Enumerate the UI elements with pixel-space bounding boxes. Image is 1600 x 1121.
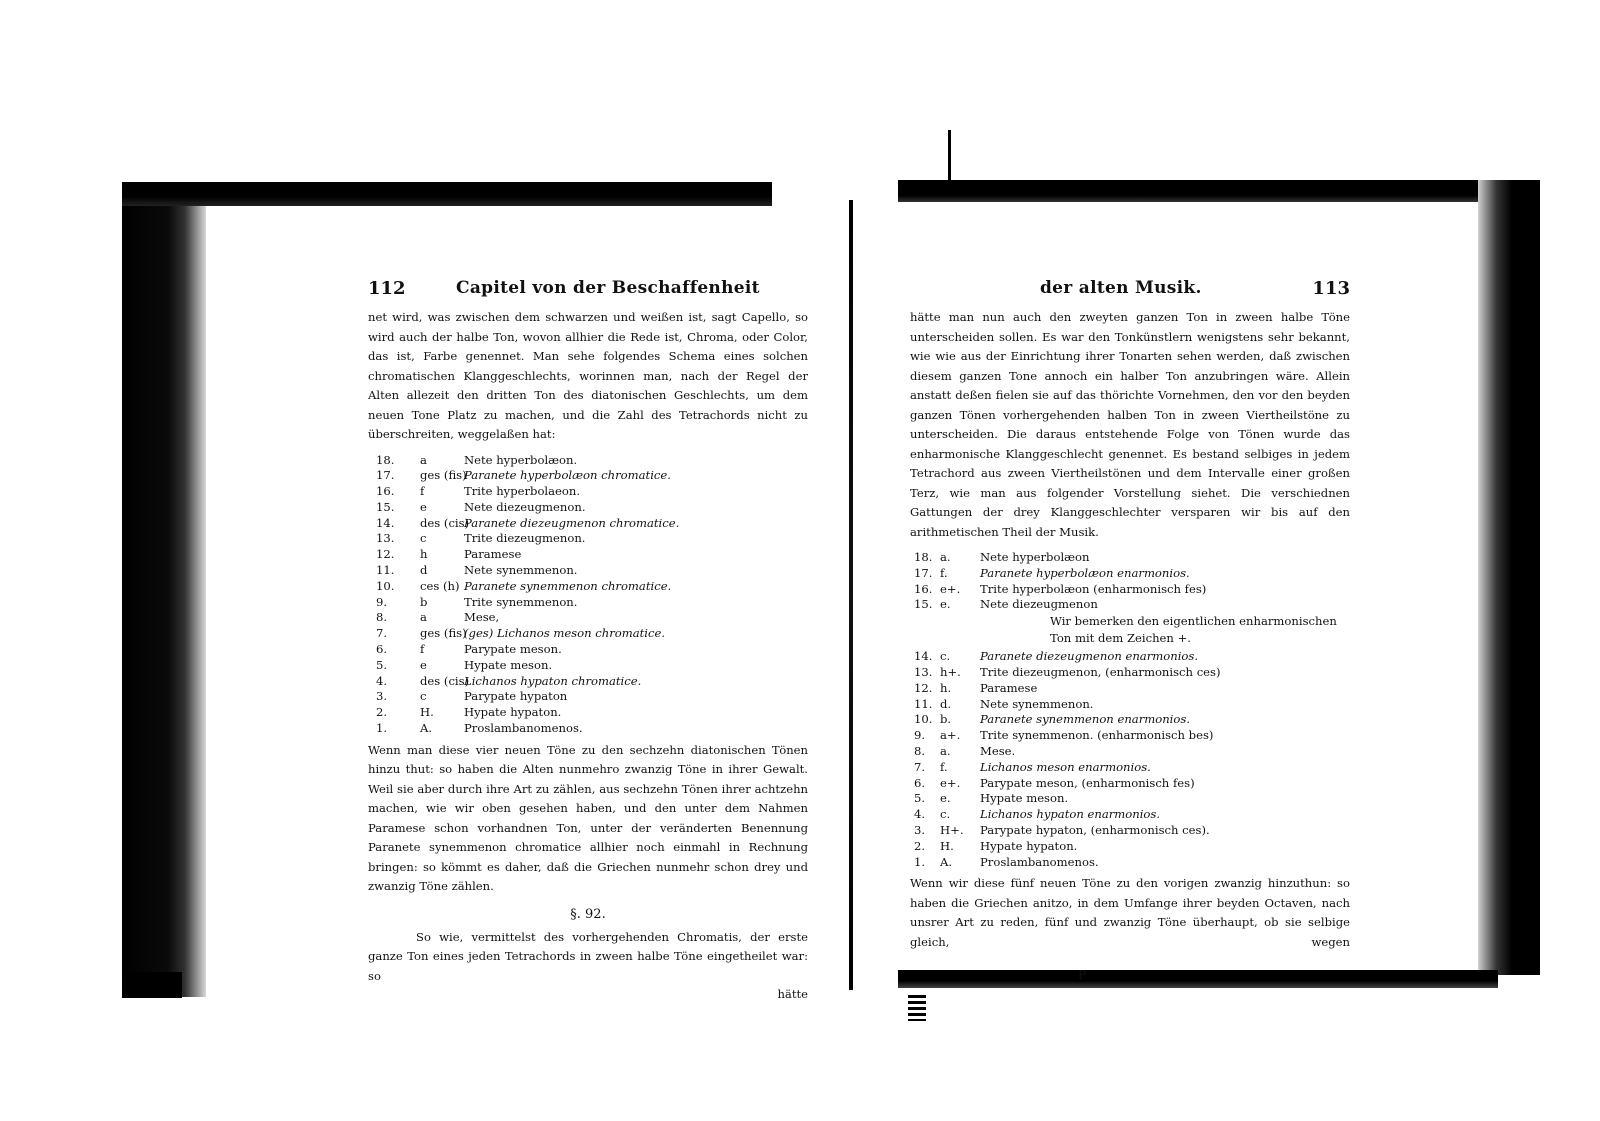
schema-row bbox=[368, 547, 808, 563]
schema-tone-name: Parypate hypaton, (enharmonisch ces). bbox=[980, 822, 1210, 837]
schema-note: a bbox=[420, 452, 427, 467]
schema-row bbox=[910, 681, 1350, 697]
schema-note: e+. bbox=[940, 775, 961, 790]
schema-number: 5. bbox=[914, 791, 926, 806]
schema-note: a. bbox=[940, 550, 951, 564]
schema-row bbox=[368, 453, 808, 469]
schema-note: e. bbox=[940, 597, 951, 612]
schema-number: 2. bbox=[376, 705, 388, 720]
schema-note: e+. bbox=[940, 581, 961, 596]
schema-note: c bbox=[420, 531, 427, 546]
schema-note: h. bbox=[940, 680, 952, 695]
schema-tone-name: Proslambanomenos. bbox=[464, 721, 583, 736]
schema-number: 12. bbox=[376, 547, 395, 562]
running-head bbox=[910, 278, 1350, 308]
catchword: hätte bbox=[777, 987, 808, 1002]
schema-row bbox=[368, 468, 808, 484]
schema-note: e. bbox=[940, 791, 951, 806]
schema-note: ges (fis) bbox=[420, 468, 467, 483]
schema-row bbox=[910, 728, 1350, 744]
schema-note: A. bbox=[420, 721, 433, 736]
schema-row bbox=[910, 807, 1350, 823]
schema-number: 3. bbox=[376, 689, 388, 704]
schema-tone-name: Parypate meson. bbox=[464, 642, 562, 657]
schema-tone-name: Lichanos hypaton chromatice. bbox=[464, 673, 642, 688]
schema-number: 17. bbox=[376, 468, 395, 483]
schema-row bbox=[910, 697, 1350, 713]
schema-tone-name: Hypate meson. bbox=[464, 657, 553, 672]
schema-tone-name: Nete hyperbolæon bbox=[980, 550, 1090, 564]
schema-number: 18. bbox=[914, 550, 933, 564]
schema-note: des (cis) bbox=[420, 515, 470, 530]
schema-number: 6. bbox=[376, 642, 388, 657]
book-edge-right-top bbox=[898, 180, 1538, 202]
schema-number: 8. bbox=[914, 743, 926, 758]
schema-note: H+. bbox=[940, 822, 964, 837]
schema-note: f. bbox=[940, 565, 948, 580]
after-schema-paragraph: Wenn wir diese fünf neuen Töne zu den vorigen zwanzig hinzuthun: so haben die Griechen anitzo, in dem Umfange ihrer beyden Octaven, nach unsrer Art zu reden, fünf und zwanzig Töne überhaupt, ob sie selbige gleich, bbox=[910, 876, 1350, 949]
schema-note: a+. bbox=[940, 728, 961, 743]
schema-number: 11. bbox=[376, 563, 395, 578]
schema-number: 10. bbox=[376, 578, 395, 593]
schema-row bbox=[910, 791, 1350, 807]
schema-note: a. bbox=[940, 743, 951, 758]
chromatic-schema bbox=[368, 453, 808, 737]
schema-tone-name: Trite hyperbolaeon. bbox=[464, 484, 581, 499]
schema-tone-name: Nete synemmenon. bbox=[464, 563, 578, 578]
schema-note: f bbox=[420, 484, 425, 499]
schema-number: 3. bbox=[914, 822, 926, 837]
schema-note: e bbox=[420, 657, 427, 672]
schema-note: f bbox=[420, 642, 425, 657]
schema-row bbox=[368, 658, 808, 674]
schema-row bbox=[910, 582, 1350, 598]
gutter-mark bbox=[948, 130, 951, 185]
schema-row bbox=[910, 776, 1350, 792]
schema-row bbox=[910, 839, 1350, 855]
schema-note: e bbox=[420, 499, 427, 514]
schema-row bbox=[368, 721, 808, 737]
schema-row bbox=[368, 484, 808, 500]
schema-number: 11. bbox=[914, 696, 933, 711]
schema-number: 17. bbox=[914, 565, 933, 580]
page-number: 112 bbox=[368, 278, 406, 299]
schema-number: 15. bbox=[376, 499, 395, 514]
schema-row bbox=[368, 626, 808, 642]
schema-row bbox=[910, 855, 1350, 871]
schema-note: f. bbox=[940, 759, 948, 774]
schema-number: 10. bbox=[914, 712, 933, 727]
schema-note: b. bbox=[940, 712, 952, 727]
schema-number: 14. bbox=[914, 649, 933, 664]
schema-tone-name: Paranete synemmenon chromatice. bbox=[464, 578, 672, 593]
schema-row bbox=[910, 823, 1350, 839]
schema-note: c. bbox=[940, 807, 951, 822]
schema-row bbox=[368, 595, 808, 611]
running-head-title: der alten Musik. bbox=[1040, 278, 1202, 298]
schema-row bbox=[368, 579, 808, 595]
schema-number: 13. bbox=[376, 531, 395, 546]
schema-row bbox=[910, 649, 1350, 665]
schema-row bbox=[910, 550, 1350, 566]
schema-tone-name: Nete diezeugmenon bbox=[980, 597, 1098, 612]
schema-row bbox=[368, 689, 808, 705]
intro-paragraph: net wird, was zwischen dem schwarzen und weißen ist, sagt Capello, so wird auch der halbe Ton, wovon allhier die Rede ist, Chroma, oder Color, das ist, Farbe genennet. Man sehe folgendes Schema eines solchen chromatischen Klanggeschlechts, worinnen man, nach der Regel der Alten allezeit den dritten Ton des diatonischen Geschlechts, um dem neuen Tone Platz zu machen, und die Zahl des Tetrachords nicht zu überschreiten, weggelaßen hat: bbox=[368, 310, 808, 441]
book-edge-left-top bbox=[122, 182, 772, 206]
schema-number: 4. bbox=[914, 807, 926, 822]
schema-tone-name: Nete diezeugmenon. bbox=[464, 499, 586, 514]
schema-tone-name: Paranete synemmenon enarmonios. bbox=[980, 712, 1191, 727]
schema-number: 16. bbox=[376, 484, 395, 499]
schema-number: 9. bbox=[376, 594, 388, 609]
schema-tone-name: Trite diezeugmenon. bbox=[464, 531, 586, 546]
schema-tone-name: Trite synemmenon. (enharmonisch bes) bbox=[980, 728, 1214, 743]
schema-row bbox=[368, 642, 808, 658]
schema-note: a bbox=[420, 610, 427, 625]
schema-note: ges (fis) bbox=[420, 626, 467, 641]
schema-note: b bbox=[420, 594, 428, 609]
schema-number: 12. bbox=[914, 680, 933, 695]
signature-mark: P bbox=[1078, 968, 1087, 983]
schema-number: 16. bbox=[914, 581, 933, 596]
schema-note: H. bbox=[940, 838, 954, 853]
schema-note: ces (h) bbox=[420, 578, 460, 593]
schema-note: d. bbox=[940, 696, 952, 711]
schema-remark: Wir bemerken den eigentlichen enharmonischen Ton mit dem Zeichen +. bbox=[1050, 614, 1337, 646]
right-page bbox=[910, 278, 1350, 983]
schema-number: 9. bbox=[914, 728, 926, 743]
schema-number: 1. bbox=[376, 721, 388, 736]
schema-tone-name: Mese, bbox=[464, 610, 500, 625]
section-heading: §. 92. bbox=[570, 906, 606, 922]
scan-artifact bbox=[908, 995, 926, 1021]
schema-number: 8. bbox=[376, 610, 388, 625]
schema-number: 15. bbox=[914, 597, 933, 612]
page-number: 113 bbox=[1312, 278, 1350, 299]
schema-tone-name: Hypate hypaton. bbox=[980, 838, 1078, 853]
schema-row bbox=[368, 531, 808, 547]
schema-tone-name: Trite diezeugmenon, (enharmonisch ces) bbox=[980, 664, 1221, 679]
book-edge-right-bottom bbox=[898, 970, 1498, 988]
book-gutter bbox=[849, 200, 853, 990]
running-head-title: Capitel von der Beschaffenheit bbox=[456, 278, 760, 298]
schema-tone-name: Paramese bbox=[464, 547, 522, 562]
schema-row bbox=[368, 610, 808, 626]
schema-tone-name: Hypate hypaton. bbox=[464, 705, 562, 720]
schema-tone-name: Hypate meson. bbox=[980, 791, 1069, 806]
schema-tone-name: Lichanos meson enarmonios. bbox=[980, 759, 1151, 774]
schema-tone-name: (ges) Lichanos meson chromatice. bbox=[464, 626, 666, 641]
schema-tone-name: Paranete hyperbolæon chromatice. bbox=[464, 468, 671, 483]
schema-row bbox=[368, 563, 808, 579]
schema-number: 2. bbox=[914, 838, 926, 853]
left-page bbox=[368, 278, 808, 1002]
schema-number: 1. bbox=[914, 854, 926, 869]
schema-number: 4. bbox=[376, 673, 388, 688]
schema-tone-name: Trite synemmenon. bbox=[464, 594, 578, 609]
schema-tone-name: Trite hyperbolæon (enharmonisch fes) bbox=[980, 581, 1207, 596]
book-edge-right bbox=[1478, 180, 1540, 975]
enharmonic-schema bbox=[910, 550, 1350, 870]
book-edge-left-bottom bbox=[122, 972, 182, 998]
schema-number: 7. bbox=[914, 759, 926, 774]
schema-number: 5. bbox=[376, 657, 388, 672]
schema-row bbox=[368, 705, 808, 721]
schema-row bbox=[910, 712, 1350, 728]
intro-paragraph: hätte man nun auch den zweyten ganzen Ton in zween halbe Töne unterscheiden sollen. Es war den Tonkünstlern wenigstens sehr bekannt, wie wie aus der Einrichtung ihrer Tonarten sehen werden, daß zwischen diesem ganzen Tone annoch ein halber Ton anzubringen wäre. Allein anstatt deßen fielen sie auf das thörichte Vornehmen, den vor den beyden ganzen Tönen vorhergehenden halben Ton in zween Viertheilstöne zu unterscheiden. Die daraus entstehende Folge von Tönen wurde das enharmonische Klanggeschlecht genennet. Es bestand selbiges in jedem Tetrachord aus zween Viertheilstönen und dem Intervalle einer großen Terz, wie man aus folgender Vorstellung siehet. Die verschiednen Gattungen der drey Klanggeschlechter versparen wir bis auf den arithmetischen Theil der Musik. bbox=[910, 310, 1350, 539]
schema-number: 14. bbox=[376, 515, 395, 530]
schema-row bbox=[910, 566, 1350, 582]
schema-tone-name: Nete synemmenon. bbox=[980, 696, 1094, 711]
section-paragraph: So wie, vermittelst des vorhergehenden Chromatis, der erste ganze Ton eines jeden Tetrachords in zween halbe Töne eingetheilet war: so bbox=[368, 929, 808, 983]
schema-row bbox=[368, 500, 808, 516]
schema-tone-name: Paranete diezeugmenon enarmonios. bbox=[980, 649, 1199, 664]
schema-row bbox=[368, 674, 808, 690]
schema-row bbox=[910, 665, 1350, 681]
schema-note: c. bbox=[940, 649, 951, 664]
schema-note: c bbox=[420, 689, 427, 704]
schema-tone-name: Mese. bbox=[980, 743, 1016, 758]
schema-number: 13. bbox=[914, 664, 933, 679]
schema-tone-name: Paranete hyperbolæon enarmonios. bbox=[980, 565, 1190, 580]
schema-note: des (cis) bbox=[420, 673, 470, 688]
schema-tone-name: Paranete diezeugmenon chromatice. bbox=[464, 515, 680, 530]
schema-note: h bbox=[420, 547, 428, 562]
schema-number: 6. bbox=[914, 775, 926, 790]
book-edge-left bbox=[122, 182, 206, 997]
schema-number: 18. bbox=[376, 452, 395, 467]
catchword: wegen bbox=[1311, 935, 1350, 950]
after-schema-paragraph: Wenn man diese vier neuen Töne zu den sechzehn diatonischen Tönen hinzu thut: so haben die Alten nunmehro zwanzig Töne in ihrer Gewalt. Weil sie aber durch ihre Art zu zählen, aus sechzehn Tönen ihrer achtzehn machen, wie wir oben gesehen haben, und den unter dem Nahmen Paramese schon vorhandnen Ton, unter der veränderten Benennung Paranete synemmenon chromatice allhier noch einmahl in Rechnung bringen: so kömmt es daher, daß die Griechen nunmehr schon drey und zwanzig Töne zählen. bbox=[368, 742, 808, 894]
schema-tone-name: Paramese bbox=[980, 680, 1038, 695]
schema-note: A. bbox=[940, 854, 953, 869]
schema-note: H. bbox=[420, 705, 434, 720]
schema-row bbox=[368, 516, 808, 532]
schema-row bbox=[910, 597, 1350, 613]
running-head bbox=[368, 278, 808, 308]
schema-note: d bbox=[420, 563, 428, 578]
schema-note: h+. bbox=[940, 664, 961, 679]
schema-row bbox=[910, 760, 1350, 776]
schema-tone-name: Lichanos hypaton enarmonios. bbox=[980, 807, 1161, 822]
schema-tone-name: Nete hyperbolæon. bbox=[464, 452, 578, 467]
schema-number: 7. bbox=[376, 626, 388, 641]
schema-tone-name: Parypate hypaton bbox=[464, 689, 568, 704]
schema-tone-name: Parypate meson, (enharmonisch fes) bbox=[980, 775, 1195, 790]
schema-row bbox=[910, 744, 1350, 760]
schema-tone-name: Proslambanomenos. bbox=[980, 854, 1099, 869]
